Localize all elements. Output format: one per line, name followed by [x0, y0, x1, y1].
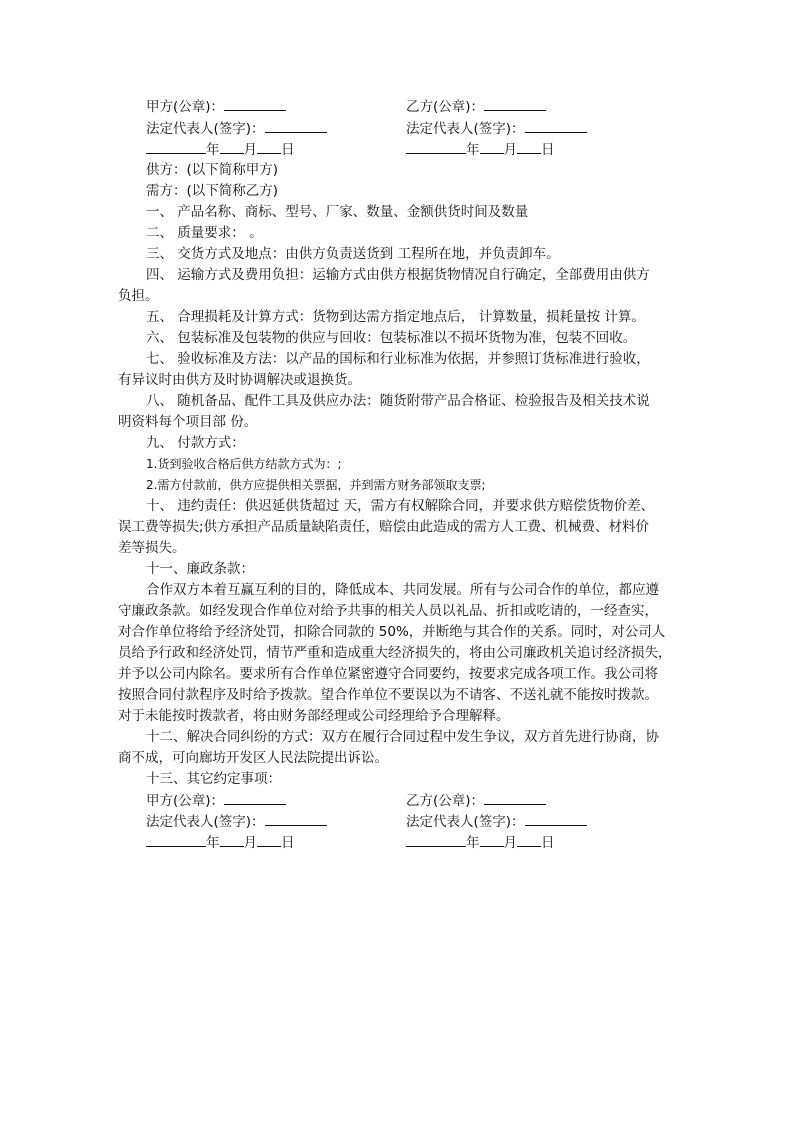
- clause-12-line-2: 商不成，可向廊坊开发区人民法院提出诉讼。: [118, 750, 388, 766]
- party-b-seal-blank: [484, 96, 546, 111]
- clause-13: 十三、其它约定事项：: [146, 771, 281, 787]
- clause-11-para-line-2: 守廉政条款。如经发现合作单位对给予共事的相关人员以礼品、折扣或吃请的，一经查实，: [118, 603, 658, 619]
- signature-row-seal-bottom: [146, 790, 683, 811]
- signature-row-date-top: [146, 139, 683, 160]
- year-blank: [146, 139, 206, 154]
- clause-9-item-1: 1.货到验收合格后供方结款方式为：;: [146, 457, 342, 471]
- party-a-seal-label: 甲方(公章)：: [146, 793, 225, 809]
- clause-4-line-1: 四、 运输方式及费用负担：运输方式由供方根据货物情况自行确定，全部费用由供方: [146, 267, 650, 283]
- rep-a-label: 法定代表人(签字)：: [146, 814, 265, 830]
- year-blank: [146, 832, 206, 847]
- buyer-line: 需方：(以下简称乙方): [146, 183, 279, 199]
- month-blank: [480, 139, 504, 154]
- month-label: 月: [243, 835, 257, 851]
- clause-9-item-2: 2.需方付款前，供方应提供相关票据，并到需方财务部领取支票;: [146, 478, 486, 492]
- clause-11-para-line-1: 合作双方本着互赢互利的目的，降低成本、共同发展。所有与公司合作的单位，都应遵: [146, 582, 659, 598]
- day-blank: [517, 139, 541, 154]
- rep-a-blank: [265, 118, 327, 133]
- clause-1: 一、 产品名称、商标、型号、厂家、数量、金额供货时间及数量: [146, 204, 529, 220]
- year-label: 年: [206, 142, 220, 158]
- clause-3: 三、 交货方式及地点：由供方负责送货到 工程所在地，并负责卸车。: [146, 246, 560, 262]
- clause-11-para-line-3: 对合作单位将给予经济处罚，扣除合同款的 50%，并断绝与其合作的关系。同时，对公司人: [118, 624, 666, 640]
- year-blank: [406, 832, 466, 847]
- supplier-line: 供方：(以下简称甲方): [146, 162, 279, 178]
- month-label: 月: [243, 142, 257, 158]
- clause-4-line-2: 负担。: [118, 288, 159, 304]
- party-b-seal-blank: [484, 790, 546, 805]
- clause-2: 二、 质量要求： 。: [146, 225, 263, 241]
- clause-9: 九、 付款方式：: [146, 435, 245, 451]
- party-a-seal-label: 甲方(公章)：: [146, 99, 225, 115]
- party-a-seal-blank: [224, 96, 286, 111]
- rep-b-blank: [525, 118, 587, 133]
- day-label: 日: [541, 142, 555, 158]
- day-blank: [517, 832, 541, 847]
- clause-7-line-2: 有异议时由供方及时协调解决或退换货。: [118, 372, 361, 388]
- rep-b-blank: [525, 811, 587, 826]
- day-label: 日: [281, 835, 295, 851]
- party-b-seal-label: 乙方(公章)：: [406, 793, 485, 809]
- signature-row-date-bottom: [146, 832, 683, 853]
- day-label: 日: [281, 142, 295, 158]
- year-label: 年: [206, 835, 220, 851]
- signature-row-rep-top: [146, 118, 683, 139]
- month-blank: [480, 832, 504, 847]
- year-label: 年: [466, 835, 480, 851]
- clause-5: 五、 合理损耗及计算方式：货物到达需方指定地点后， 计算数量，损耗量按 计算。: [146, 309, 645, 325]
- clause-12-line-1: 十二、解决合同纠纷的方式：双方在履行合同过程中发生争议，双方首先进行协商，协: [146, 729, 659, 745]
- clause-10-line-2: 误工费等损失;供方承担产品质量缺陷责任，赔偿由此造成的需方人工费、机械费、材料价: [118, 519, 650, 535]
- year-label: 年: [466, 142, 480, 158]
- clause-11-para-line-4: 员给予行政和经济处罚，情节严重和造成重大经济损失的，将由公司廉政机关追讨经济损失，: [118, 645, 672, 661]
- day-blank: [257, 832, 281, 847]
- rep-b-label: 法定代表人(签字)：: [406, 814, 525, 830]
- party-a-seal-blank: [224, 790, 286, 805]
- clause-11-para-line-5: 并予以公司内除名。要求所有合作单位紧密遵守合同要约，按要求完成各项工作。我公司将: [118, 666, 658, 682]
- clause-8-line-2: 明资料每个项目部 份。: [118, 414, 258, 430]
- rep-a-blank: [265, 811, 327, 826]
- month-label: 月: [503, 142, 517, 158]
- signature-row-seal-top: [146, 96, 683, 117]
- day-blank: [257, 139, 281, 154]
- clause-11-para-line-6: 按照合同付款程序及时给予拨款。望合作单位不要误以为不请客、不送礼就不能按时拨款。: [118, 687, 658, 703]
- clause-11-para-line-7: 对于未能按时拨款者，将由财务部经理或公司经理给予合理解释。: [118, 708, 510, 724]
- signature-row-rep-bottom: [146, 811, 683, 832]
- clause-11: 十一、廉政条款：: [146, 561, 254, 577]
- party-b-seal-label: 乙方(公章)：: [406, 99, 485, 115]
- rep-b-label: 法定代表人(签字)：: [406, 121, 525, 137]
- clause-6: 六、 包装标准及包装物的供应与回收：包装标准以不损坏货物为准，包装不回收。: [146, 330, 637, 346]
- month-label: 月: [503, 835, 517, 851]
- clause-7-line-1: 七、 验收标准及方法：以产品的国标和行业标准为依据，并参照订货标准进行验收，: [146, 351, 650, 367]
- rep-a-label: 法定代表人(签字)：: [146, 121, 265, 137]
- clause-10-line-3: 差等损失。: [118, 540, 186, 556]
- month-blank: [220, 832, 244, 847]
- clause-10-line-1: 十、 违约责任：供迟延供货超过 天，需方有权解除合同，并要求供方赔偿货物价差、: [146, 498, 655, 514]
- month-blank: [220, 139, 244, 154]
- clause-8-line-1: 八、 随机备品、配件工具及供应办法：随货附带产品合格证、检验报告及相关技术说: [146, 393, 650, 409]
- year-blank: [406, 139, 466, 154]
- day-label: 日: [541, 835, 555, 851]
